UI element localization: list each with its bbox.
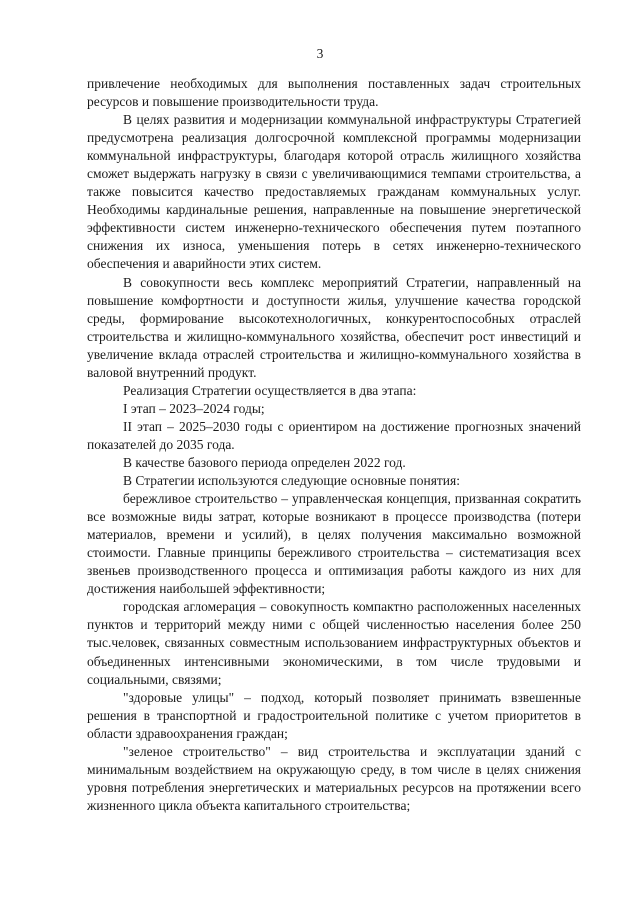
paragraph: "зеленое строительство" – вид строительства и эксплуатации зданий с минимальным воздействием на окружающую среду, в том числе в целях снижения уровня потребления энергетических и материальных ресурсов на протяжении всего жизненного цикла объекта капитального строительства;: [87, 743, 581, 813]
paragraph: городская агломерация – совокупность компактно расположенных населенных пунктов и территорий между ними с общей численностью населения более 250 тыс.человек, связанных совместным использованием инфраструктурных объектов и объединенных интенсивными экономическими, в том числе трудовыми и социальными, связями;: [87, 599, 581, 687]
paragraph: I этап – 2023–2024 годы;: [123, 400, 265, 416]
paragraph: В качестве базового периода определен 2022 год.: [123, 454, 406, 470]
paragraph: бережливое строительство – управленческая концепция, призванная сократить все возможные виды затрат, которые возникают в процессе производства (потери материалов, времени и усилий), в целях получения максимально возможной стоимости. Главные принципы бережливого строительства – систематизация всех звеньев производственного процесса и оптимизация работы каждого из них для достижения наибольшей эффективности;: [87, 491, 581, 597]
paragraph: "здоровые улицы" – подход, который позволяет принимать взвешенные решения в транспортной и градостроительной политике с учетом приоритетов в области здравоохранения граждан;: [87, 689, 581, 741]
paragraph: В Стратегии используются следующие основные понятия:: [123, 473, 460, 489]
paragraph: В целях развития и модернизации коммунальной инфраструктуры Стратегией предусмотрена реализация долгосрочной комплексной программы модернизации коммунальной инфраструктуры, благодаря которой отрасль жилищного хозяйства сможет выдержать нагрузку в связи с увеличивающимися темпами строительства, а также повысится качество предоставляемых гражданам коммунальных услуг. Необходимы кардинальные решения, направленные на повышение энергетической эффективности систем инженерно-технического обеспечения путем поэтапного снижения их износа, уменьшения потерь в сетях инженерно-технического обеспечения и аварийности этих систем.: [87, 112, 581, 272]
paragraph: привлечение необходимых для выполнения поставленных задач строительных ресурсов и повышение производительности труда.: [87, 76, 581, 110]
document-body: [87, 75, 581, 815]
paragraph: II этап – 2025–2030 годы с ориентиром на достижение прогнозных значений показателей до 2035 года.: [87, 418, 581, 452]
paragraph: В совокупности весь комплекс мероприятий Стратегии, направленный на повышение комфортности и доступности жилья, улучшение качества городской среды, формирование высокотехнологичных, конкурентоспособных отраслей строительства и жилищно-коммунального хозяйства, обеспечит рост инвестиций и увеличение вклада отраслей строительства и жилищно-коммунального хозяйства в валовой внутренний продукт.: [87, 274, 581, 380]
page-number: 3: [316, 46, 324, 61]
paragraph: Реализация Стратегии осуществляется в два этапа:: [123, 382, 417, 398]
